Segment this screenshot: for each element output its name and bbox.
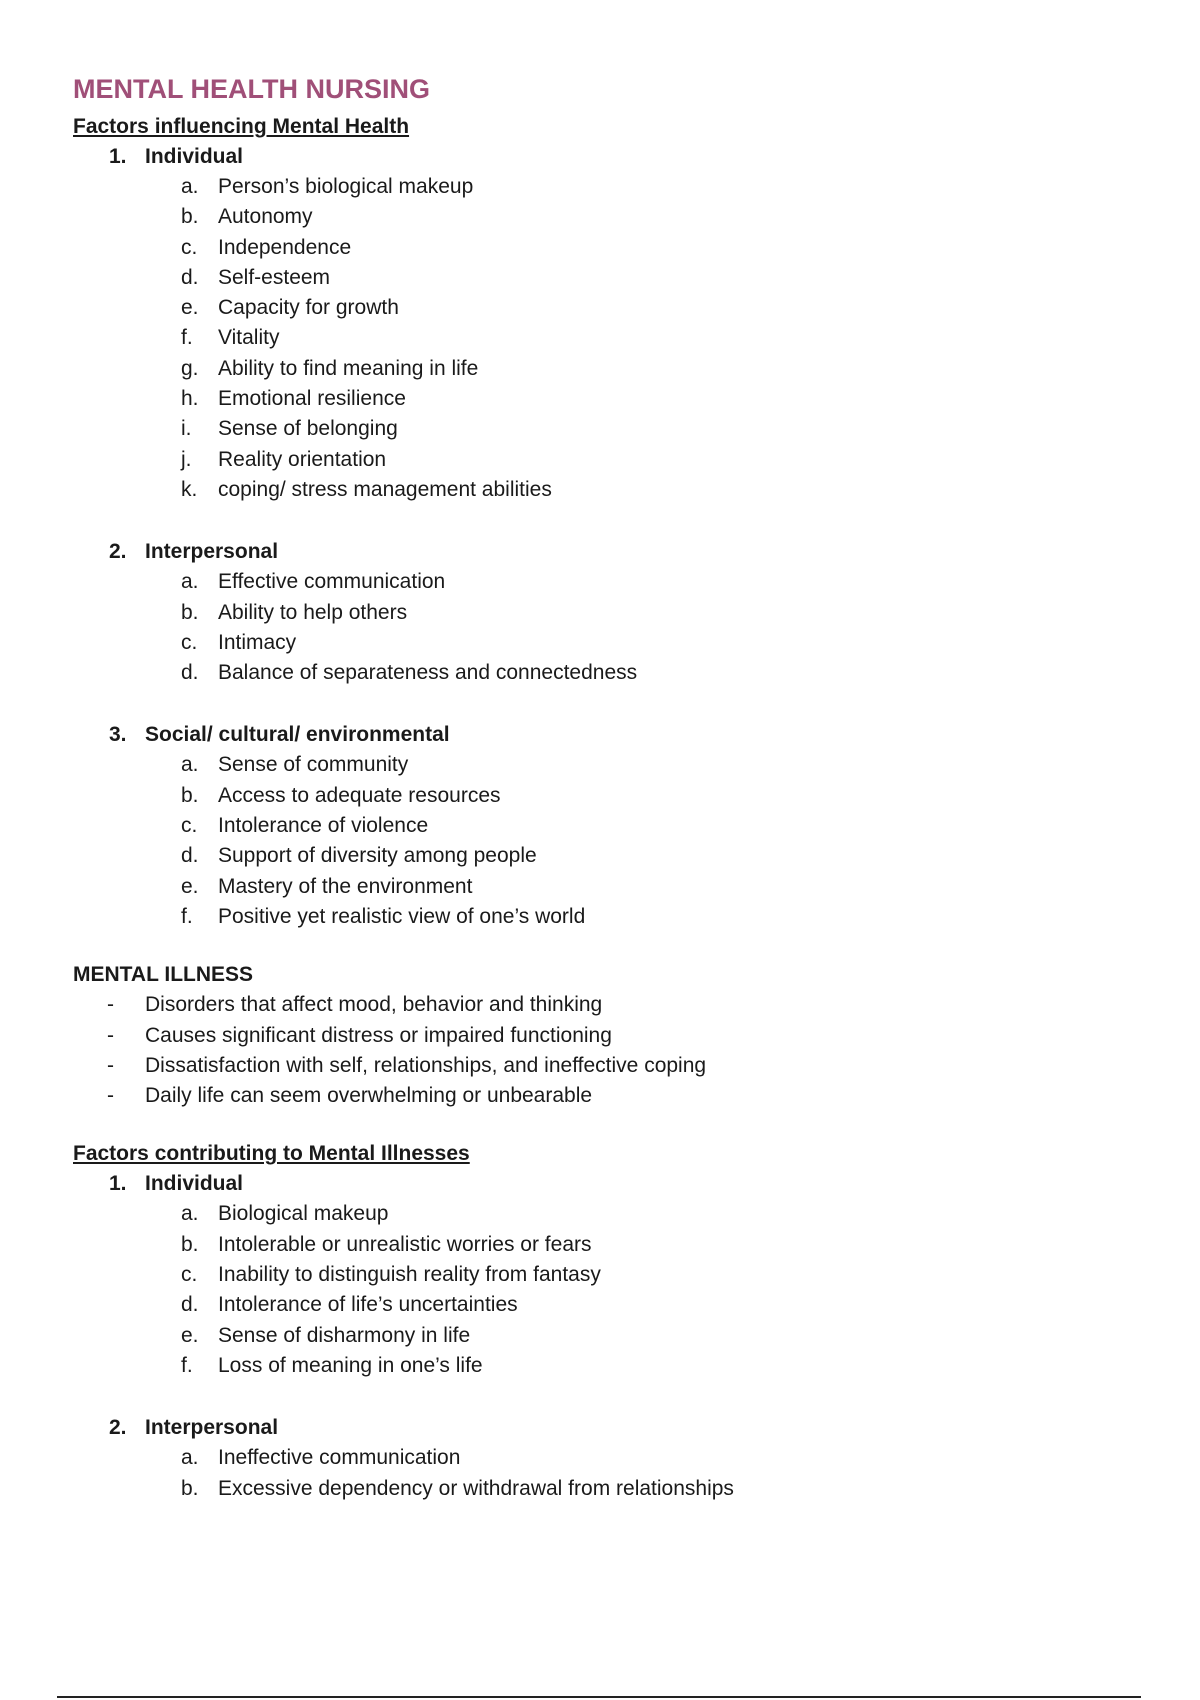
list-item	[73, 445, 1133, 475]
bullet-item	[73, 1051, 1133, 1081]
group-number: 3.	[109, 723, 127, 747]
factor-group	[73, 1413, 1133, 1504]
group-title-text: Individual	[145, 145, 244, 168]
item-text: Sense of disharmony in life	[218, 1323, 471, 1347]
item-letter: f.	[181, 326, 193, 350]
factor-group-title	[73, 720, 1133, 750]
item-letter: b.	[181, 1476, 199, 1500]
item-letter: d.	[181, 1293, 199, 1317]
item-letter: e.	[181, 1323, 199, 1347]
item-letter: d.	[181, 844, 199, 868]
item-text: Loss of meaning in one’s life	[218, 1353, 483, 1377]
item-letter: f.	[181, 904, 193, 928]
item-text: Balance of separateness and connectedness	[218, 661, 638, 685]
item-letter: g.	[181, 356, 199, 380]
item-letter: f.	[181, 1353, 193, 1377]
group-number: 2.	[109, 1416, 127, 1440]
list-item	[73, 567, 1133, 597]
item-text: Access to adequate resources	[218, 783, 501, 807]
item-letter: c.	[181, 235, 198, 259]
list-item	[73, 1199, 1133, 1229]
item-text: Emotional resilience	[218, 387, 406, 411]
list-item	[73, 1321, 1133, 1351]
factor-group-title	[73, 1413, 1133, 1443]
list-item	[73, 1230, 1133, 1260]
item-letter: e.	[181, 296, 199, 320]
item-letter: a.	[181, 1446, 199, 1470]
list-item	[73, 1290, 1133, 1320]
dash-bullet-icon: -	[107, 1023, 114, 1047]
factor-group	[73, 1169, 1133, 1381]
bullet-item	[73, 990, 1133, 1020]
factor-group-title	[73, 537, 1133, 567]
group-title-text: Individual	[145, 1172, 244, 1196]
list-item	[73, 811, 1133, 841]
factor-group	[73, 142, 1133, 505]
list-item	[73, 781, 1133, 811]
item-text: Ability to find meaning in life	[218, 356, 479, 380]
list-item	[73, 1351, 1133, 1381]
item-letter: a.	[181, 753, 199, 777]
item-text: Capacity for growth	[218, 296, 399, 320]
list-item	[73, 750, 1133, 780]
factor-group-title	[73, 1169, 1133, 1199]
group-number: 2.	[109, 540, 127, 564]
item-text: coping/ stress management abilities	[218, 477, 552, 501]
document-title: MENTAL HEALTH NURSING	[73, 74, 430, 104]
list-item	[73, 1474, 1133, 1504]
dash-bullet-icon: -	[107, 993, 114, 1017]
item-letter: a.	[181, 175, 199, 198]
list-item	[73, 902, 1133, 932]
list-item	[73, 841, 1133, 871]
item-text: Autonomy	[218, 205, 313, 229]
item-text: Ability to help others	[218, 600, 408, 624]
item-letter: b.	[181, 783, 199, 807]
influencing-factors-list	[73, 142, 1133, 932]
item-letter: c.	[181, 814, 198, 838]
item-text: Biological makeup	[218, 1202, 389, 1226]
item-text: Sense of belonging	[218, 417, 398, 441]
item-text: Intolerance of life’s uncertainties	[218, 1293, 518, 1317]
factor-group	[73, 537, 1133, 688]
item-text: Excessive dependency or withdrawal from relationships	[218, 1476, 734, 1500]
list-item	[73, 598, 1133, 628]
bullet-text: Causes significant distress or impaired functioning	[145, 1023, 612, 1047]
dash-bullet-icon: -	[107, 1053, 114, 1077]
item-letter: i.	[181, 417, 192, 441]
list-item	[73, 293, 1133, 323]
bullet-text: Disorders that affect mood, behavior and thinking	[145, 993, 603, 1017]
factor-group-title	[73, 142, 1133, 172]
item-letter: d.	[181, 661, 199, 685]
item-letter: b.	[181, 205, 199, 229]
item-letter: k.	[181, 477, 198, 501]
bullet-item	[73, 1021, 1133, 1051]
list-item	[73, 872, 1133, 902]
item-text: Positive yet realistic view of one’s world	[218, 904, 586, 928]
list-item	[73, 202, 1133, 232]
item-text: Person’s biological makeup	[218, 175, 474, 198]
section-heading-influencing: Factors influencing Mental Health	[73, 115, 410, 138]
item-text: Sense of community	[218, 753, 409, 777]
list-item	[73, 263, 1133, 293]
dash-bullet-icon: -	[107, 1084, 114, 1108]
item-text: Inability to distinguish reality from fantasy	[218, 1263, 601, 1287]
document-page	[73, 72, 1133, 1504]
list-item	[73, 1443, 1133, 1473]
list-item	[73, 172, 1133, 202]
section-heading-contributing: Factors contributing to Mental Illnesses	[73, 1142, 470, 1166]
bullet-item	[73, 1081, 1133, 1111]
item-letter: h.	[181, 387, 199, 411]
list-item	[73, 233, 1133, 263]
group-title-text: Interpersonal	[145, 1416, 279, 1440]
item-letter: e.	[181, 874, 199, 898]
list-item	[73, 628, 1133, 658]
factor-group	[73, 720, 1133, 932]
item-letter: b.	[181, 600, 199, 624]
item-text: Intimacy	[218, 630, 297, 654]
group-number: 1.	[109, 145, 127, 168]
mental-illness-bullets	[73, 990, 1133, 1111]
contributing-factors-list	[73, 1169, 1133, 1503]
item-text: Ineffective communication	[218, 1446, 461, 1470]
group-title-text: Interpersonal	[145, 540, 279, 564]
list-item	[73, 384, 1133, 414]
list-item	[73, 354, 1133, 384]
item-text: Independence	[218, 235, 352, 259]
item-letter: c.	[181, 1263, 198, 1287]
item-letter: a.	[181, 570, 199, 594]
list-item	[73, 414, 1133, 444]
item-text: Reality orientation	[218, 447, 387, 471]
page-bottom-rule	[57, 1696, 1141, 1698]
item-text: Mastery of the environment	[218, 874, 473, 898]
item-text: Self-esteem	[218, 265, 331, 289]
item-letter: c.	[181, 630, 198, 654]
list-item	[73, 323, 1133, 353]
list-item	[73, 1260, 1133, 1290]
bullet-text: Daily life can seem overwhelming or unbearable	[145, 1084, 593, 1108]
list-item	[73, 658, 1133, 688]
item-letter: a.	[181, 1202, 199, 1226]
item-letter: d.	[181, 265, 199, 289]
mental-illness-heading: MENTAL ILLNESS	[73, 963, 254, 987]
item-letter: b.	[181, 1232, 199, 1256]
list-item	[73, 475, 1133, 505]
bullet-text: Dissatisfaction with self, relationships, and ineffective coping	[145, 1053, 707, 1077]
group-number: 1.	[109, 1172, 127, 1196]
item-text: Support of diversity among people	[218, 844, 537, 868]
item-letter: j.	[181, 447, 192, 471]
item-text: Vitality	[218, 326, 280, 350]
item-text: Intolerable or unrealistic worries or fears	[218, 1232, 592, 1256]
item-text: Effective communication	[218, 570, 446, 594]
group-title-text: Social/ cultural/ environmental	[145, 723, 450, 747]
item-text: Intolerance of violence	[218, 814, 429, 838]
